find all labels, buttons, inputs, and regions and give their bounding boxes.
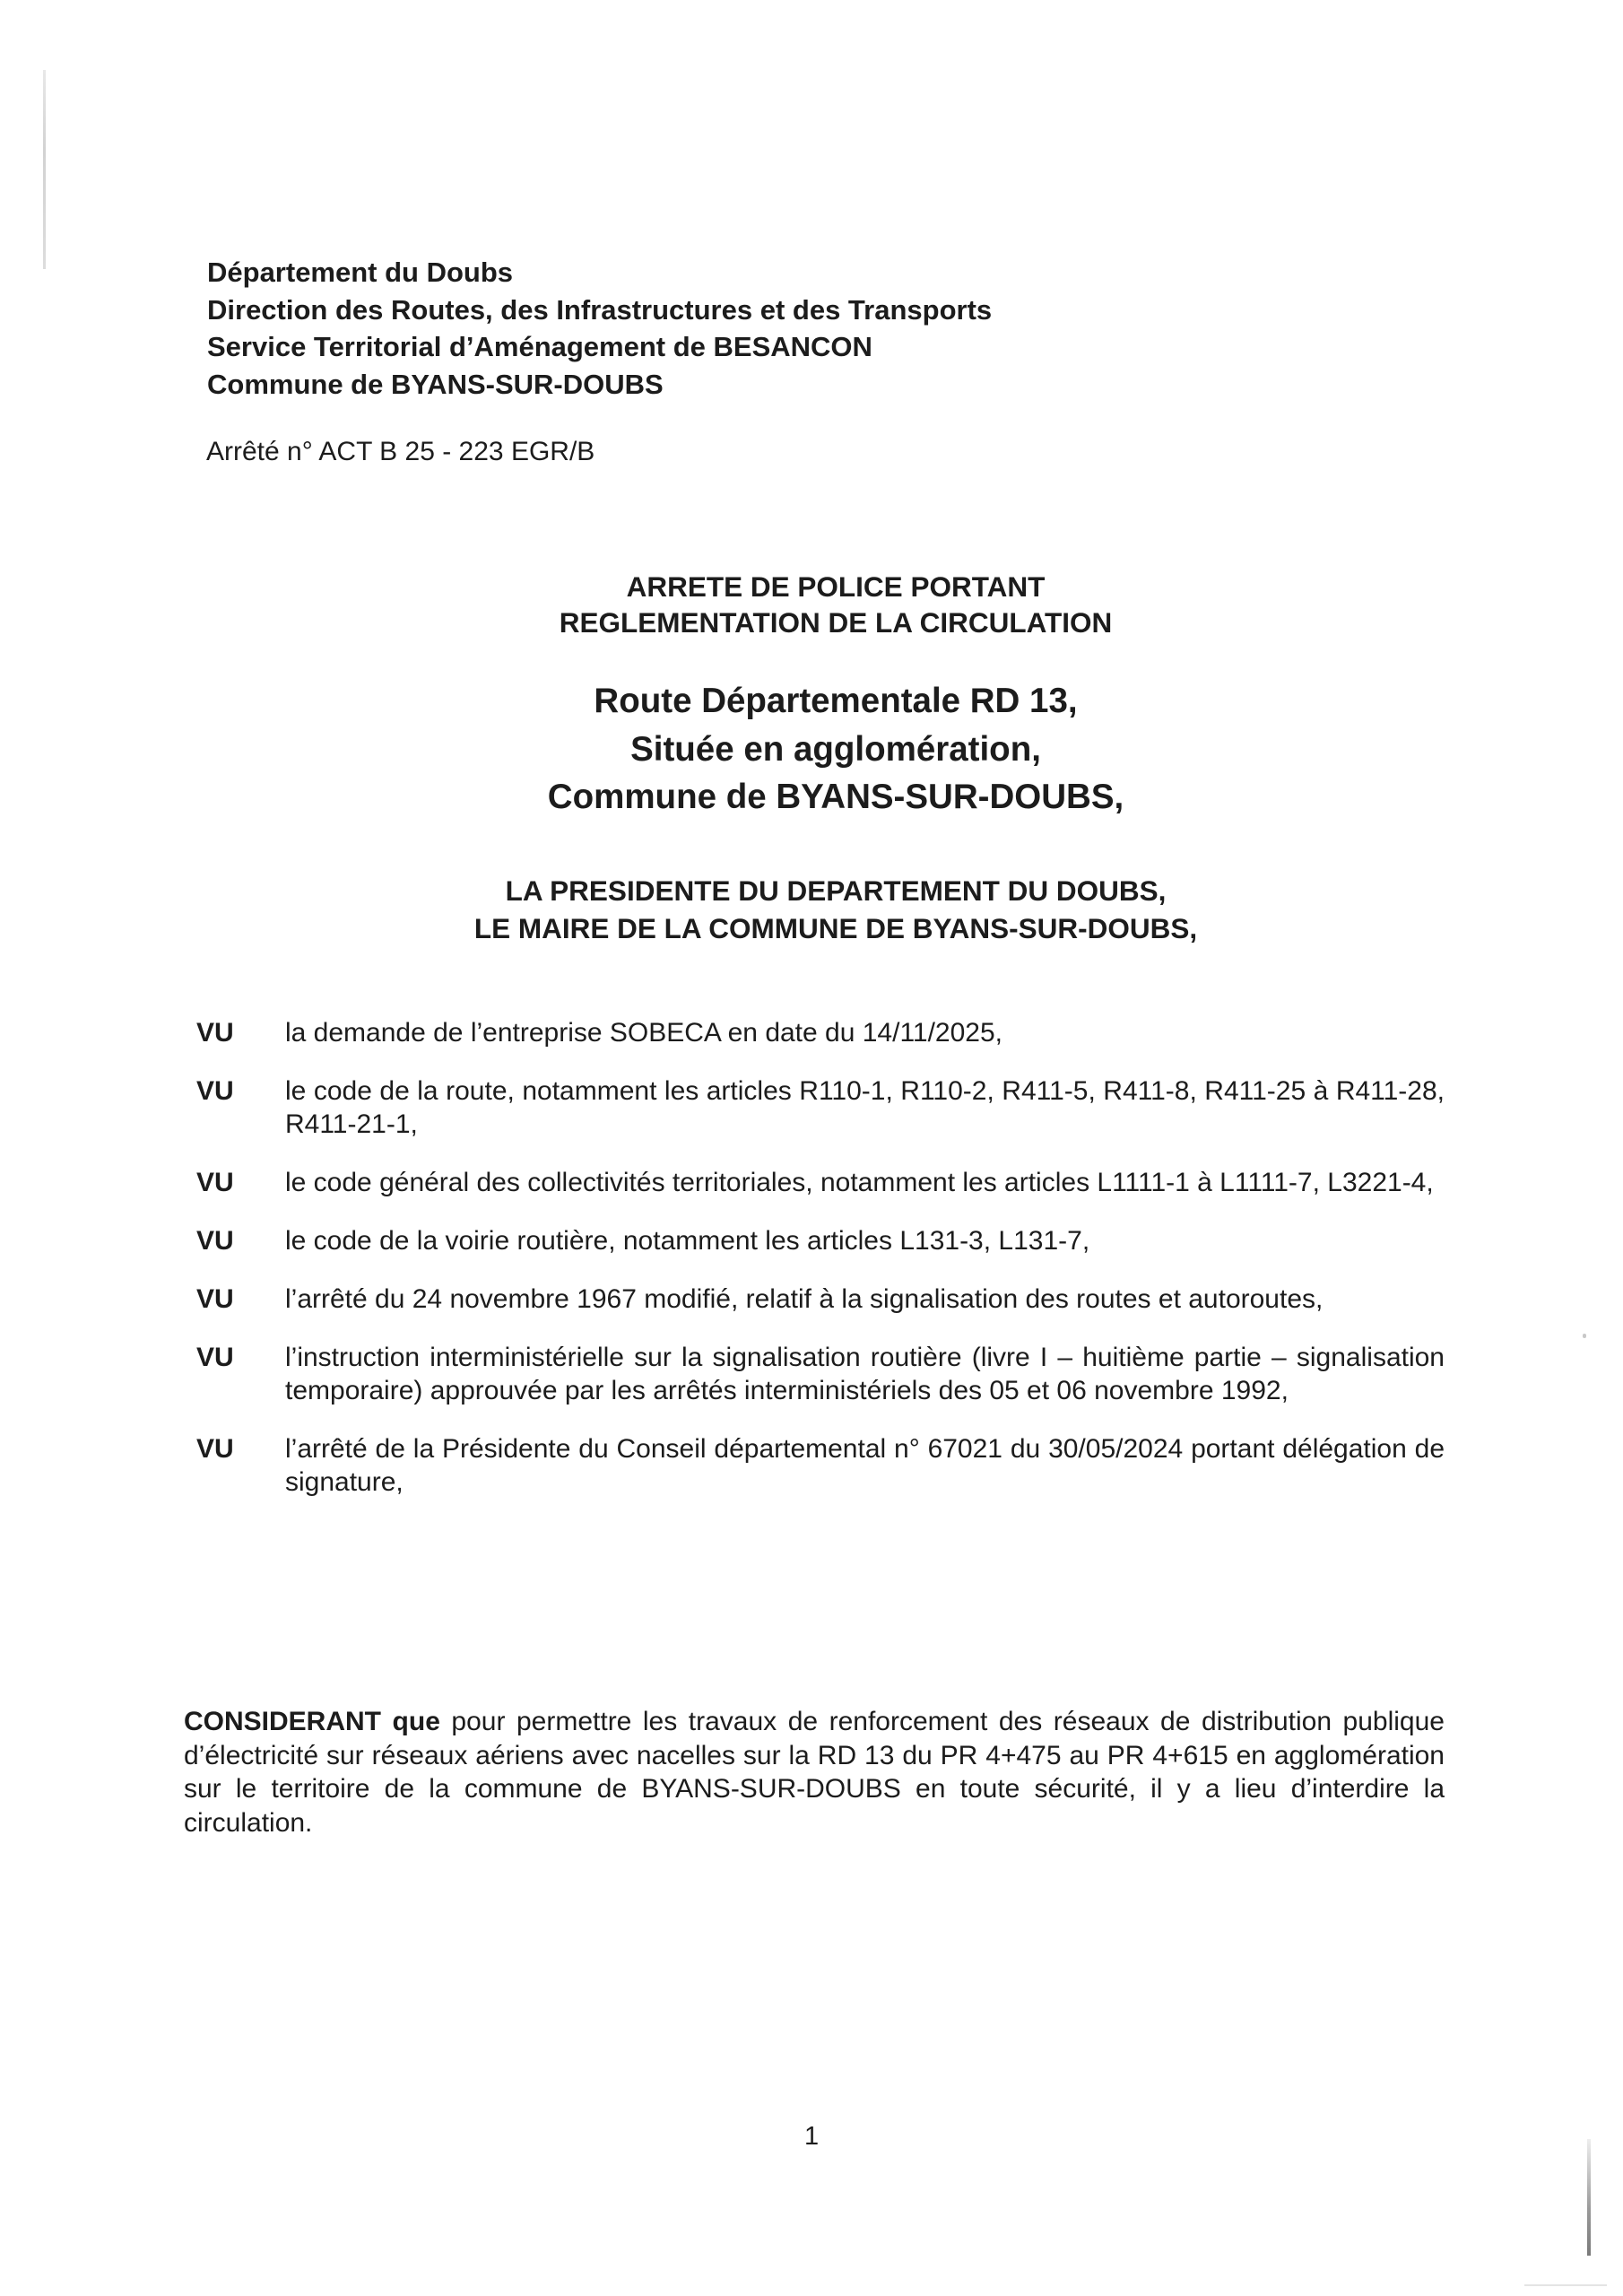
decree-location-line: Située en agglomération, (630, 729, 1041, 769)
page-number: 1 (804, 2122, 820, 2151)
vu-label: VU (196, 1168, 234, 1197)
authority-line: LE MAIRE DE LA COMMUNE DE BYANS-SUR-DOUBS, (473, 912, 1198, 944)
scan-artifact-bottom (1524, 2284, 1607, 2286)
issuer-header (207, 254, 992, 403)
decree-subject-line: ARRETE DE POLICE PORTANT (626, 570, 1046, 603)
vu-label: VU (196, 1226, 234, 1256)
vu-item (196, 1166, 1445, 1199)
decree-subject-line: REGLEMENTATION DE LA CIRCULATION (559, 606, 1113, 639)
scan-artifact-right (1587, 2139, 1591, 2256)
vu-text: l’arrêté de la Présidente du Conseil départemental n° 67021 du 30/05/2024 portant délégation de signature, (285, 1434, 1445, 1497)
issuer-service: Service Territorial d’Aménagement de BESANCON (207, 331, 872, 362)
vu-item (196, 1224, 1445, 1257)
vu-list (196, 1016, 1445, 1499)
issuer-department: Département du Doubs (207, 257, 514, 288)
vu-text: l’instruction interministérielle sur la signalisation routière (livre I – huitième partie – signalisation temporaire) approuvée par les arrêtés interministériels des 05 et 06 novembre 1992, (285, 1343, 1445, 1405)
vu-text: le code général des collectivités territoriales, notamment les articles L1111-1 à L1111-7, L3221-4, (285, 1168, 1434, 1197)
vu-item (196, 1283, 1445, 1316)
vu-label: VU (196, 1076, 234, 1106)
vu-label: VU (196, 1018, 234, 1048)
vu-item (196, 1432, 1445, 1499)
vu-text: le code de la voirie routière, notamment les articles L131-3, L131-7, (285, 1226, 1090, 1256)
vu-text: l’arrêté du 24 novembre 1967 modifié, relatif à la signalisation des routes et autoroutes, (285, 1284, 1324, 1314)
arrete-number: Arrêté n° ACT B 25 - 223 EGR/B (206, 437, 595, 466)
authority-block (24, 872, 1623, 947)
issuer-direction: Direction des Routes, des Infrastructures et des Transports (207, 293, 993, 326)
issuer-commune: Commune de BYANS-SUR-DOUBS (207, 368, 664, 400)
decree-location (24, 677, 1623, 822)
vu-text: le code de la route, notamment les articles R110-1, R110-2, R411-5, R411-8, R411-25 à R411-28, R411-21-1, (285, 1076, 1445, 1139)
scan-artifact-dot (1583, 1334, 1586, 1338)
decree-location-line: Route Départementale RD 13, (594, 682, 1078, 720)
decree-subject (24, 569, 1623, 640)
vu-text: la demande de l’entreprise SOBECA en date du 14/11/2025, (285, 1018, 1002, 1048)
vu-label: VU (196, 1343, 234, 1372)
considerant-text: pour permettre les travaux de renforcement des réseaux de distribution publique d’électricité sur réseaux aériens avec nacelles sur la RD 13 du PR 4+475 au PR 4+615 en agglomération sur le territoire de la commune de BYANS-SUR-DOUBS en toute sécurité, il y a lieu d’interdire la circulation. (184, 1707, 1445, 1838)
vu-item (196, 1016, 1445, 1049)
vu-item (196, 1341, 1445, 1407)
vu-item (196, 1074, 1445, 1141)
considerant-lead: CONSIDERANT que (184, 1707, 440, 1736)
vu-label: VU (196, 1284, 234, 1314)
considerant-paragraph (184, 1705, 1445, 1839)
decree-location-line: Commune de BYANS-SUR-DOUBS, (547, 778, 1124, 816)
scan-artifact-left (43, 70, 46, 269)
authority-line: LA PRESIDENTE DU DEPARTEMENT DU DOUBS, (505, 874, 1167, 907)
vu-label: VU (196, 1434, 234, 1464)
